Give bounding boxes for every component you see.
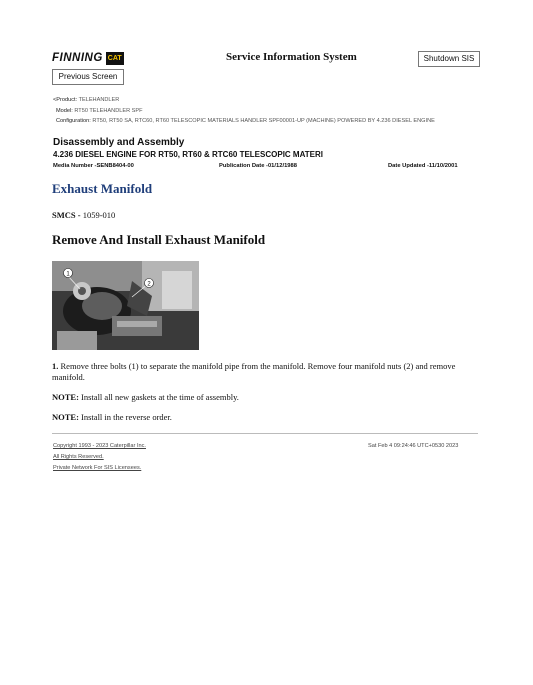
configuration-label: Configuration: [56,118,91,124]
callout-2: 2 [147,281,151,288]
configuration-value: RT50, RT50 SA, RTC60, RT60 TELESCOPIC MATERIALS HANDLER SPF00001-UP (MACHINE) POWERED BY 4.236 DIESEL ENGINE [92,118,435,124]
rights-reserved-link[interactable]: All Rights Reserved. [53,454,104,460]
private-network-link[interactable]: Private Network For SIS Licensees. [53,465,142,471]
exhaust-manifold-photo [52,261,199,350]
step-description: Remove three bolts (1) to separate the manifold pipe from the manifold. Remove four manifold nuts (2) and remove manifold. [52,361,456,382]
media-number: Media Number -SENB8404-00 [53,163,134,169]
previous-screen-button[interactable]: Previous Screen [52,69,124,85]
copyright-link[interactable]: Copyright 1993 - 2023 Caterpillar Inc. [53,443,146,449]
engine-photo-illustration [52,261,199,350]
page-header-title: Service Information System [226,51,357,63]
logo-text: FINNING [52,52,103,64]
date-updated: Date Updated -11/10/2001 [388,163,458,169]
product-label: <Product: [53,97,78,103]
note-text: Install all new gaskets at the time of assembly. [81,392,239,402]
product-line [53,97,119,103]
finning-cat-logo [52,48,126,68]
note-label: NOTE: [52,412,79,422]
note-text: Install in the reverse order. [81,412,172,422]
smcs-label: SMCS - [52,210,81,220]
step-number: 1. [52,361,59,371]
step-1-text [52,361,477,383]
note-label: NOTE: [52,392,79,402]
section-title: Disassembly and Assembly [53,137,185,148]
smcs-code [52,210,115,220]
product-value: TELEHANDLER [78,97,120,103]
model-line [56,108,143,114]
callout-1: 1 [66,271,70,278]
configuration-line [56,118,435,124]
footer-divider [52,433,478,434]
model-label: Model: [56,108,73,114]
cat-badge: CAT [106,52,124,65]
model-value: RT50 TELEHANDLER SPF [74,108,143,114]
shutdown-sis-button[interactable]: Shutdown SIS [418,51,480,67]
smcs-value: 1059-010 [82,210,116,220]
procedure-heading: Remove And Install Exhaust Manifold [52,232,266,247]
note-reverse-order [52,412,172,422]
timestamp: Sat Feb 4 09:24:46 UTC+0530 2023 [368,443,459,449]
section-subtitle: 4.236 DIESEL ENGINE FOR RT50, RT60 & RTC60 TELESCOPIC MATERI [53,150,323,159]
note-gaskets [52,392,239,402]
document-title: Exhaust Manifold [52,181,153,196]
publication-date: Publication Date -01/12/1988 [219,163,297,169]
